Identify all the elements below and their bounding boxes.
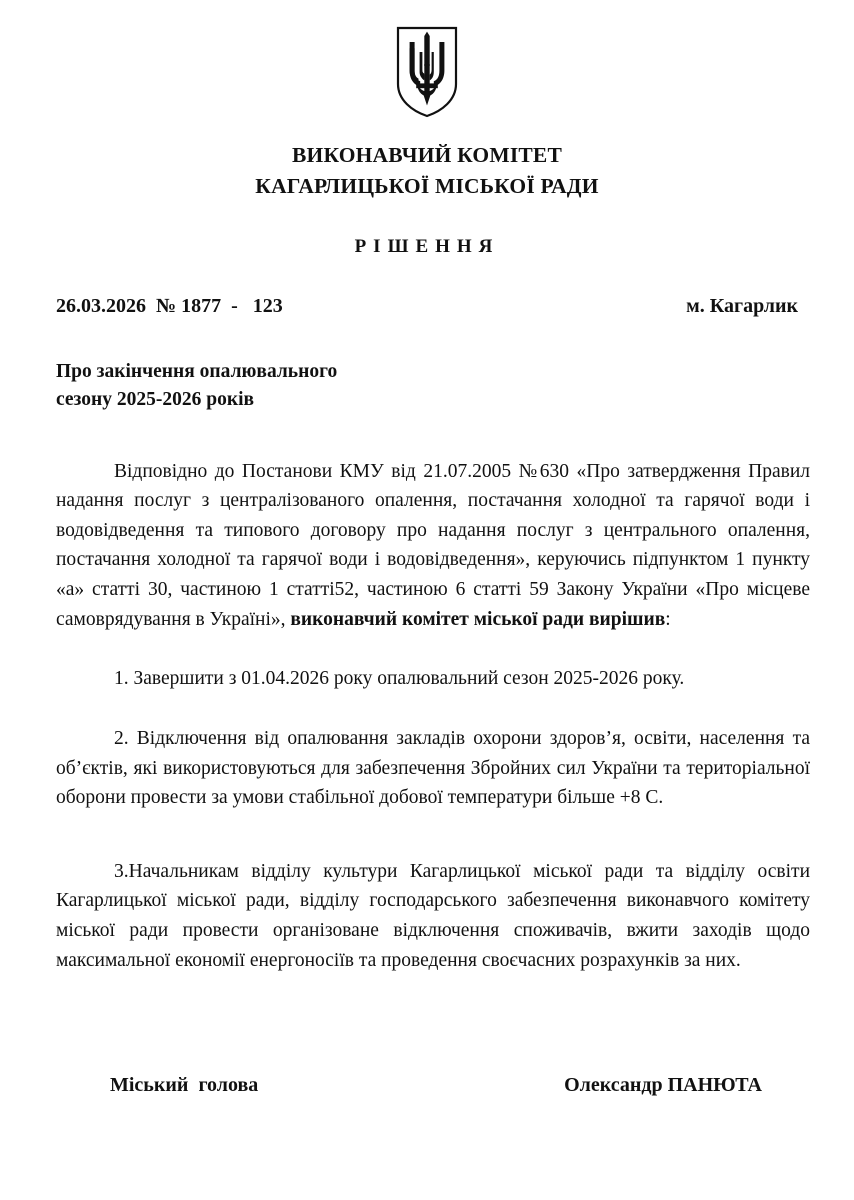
subject-line-1: Про закінчення опалювального — [56, 361, 338, 383]
preamble-text-after: : — [665, 608, 671, 630]
clause-item-1: 1. Завершити з 01.04.2026 року опалювальний сезон 2025-2026 року. — [114, 668, 685, 690]
organisation-heading — [0, 140, 854, 201]
document-place: м. Кагарлик — [686, 295, 798, 318]
clause-item-2: 2. Відключення від опалювання закладів охорони здоров’я, освіти, населення та об’єктів, які використовуються для забезпечення Збройних сил України та територіальної оборони провести за умови стабільної добової температури більше +8 С. — [56, 727, 810, 809]
document-kind-title: РІШЕННЯ — [354, 236, 500, 258]
signature-row — [0, 1074, 854, 1097]
document-number: 26.03.2026 № 1877 - 123 — [56, 295, 283, 318]
clause-item-3: 3.Начальникам відділу культури Кагарлицької міської ради та відділу освіти Кагарлицької міської ради, відділу господарського забезпечення виконавчого комітету міської ради провести організоване відключення споживачів, вжити заходів щодо максимальної економії енергоносіїв та проведення своєчасних розрахунків за них. — [56, 860, 810, 971]
ukraine-trident-coat-of-arms-icon — [396, 26, 458, 118]
document-body — [0, 457, 854, 976]
subject-line-2: сезону 2025-2026 років — [56, 389, 255, 411]
spacer — [56, 634, 810, 664]
emblem-container — [0, 0, 854, 118]
spacer — [56, 813, 810, 857]
preamble-resolution-bold: виконавчий комітет міської ради вирішив — [290, 608, 666, 630]
document-subject — [0, 358, 854, 415]
document-meta-row — [0, 295, 854, 318]
signature-role: Міський голова — [110, 1074, 259, 1096]
signature-person-name: Олександр ПАНЮТА — [564, 1074, 762, 1096]
preamble-paragraph — [56, 457, 810, 635]
spacer — [56, 694, 810, 724]
org-heading-line-2: КАГАРЛИЦЬКОЇ МІСЬКОЇ РАДИ — [255, 173, 599, 198]
org-heading-line-1: ВИКОНАВЧИЙ КОМІТЕТ — [291, 143, 563, 167]
preamble-text-before: Відповідно до Постанови КМУ від 21.07.2005 №630 «Про затвердження Правил надання послуг з централізованого опалення, постачання холодної та гарячої води і водовідведення та типового договору про надання послуг з центрального опалення, постачання холодної та гарячої води і водовідведення», керуючись підпунктом 1 пункту «а» статті 30, частиною 1 статті52, частиною 6 статті 59 Закону України «Про місцеве самоврядування в Україні», — [56, 460, 810, 630]
signature-spacer — [258, 1074, 564, 1097]
